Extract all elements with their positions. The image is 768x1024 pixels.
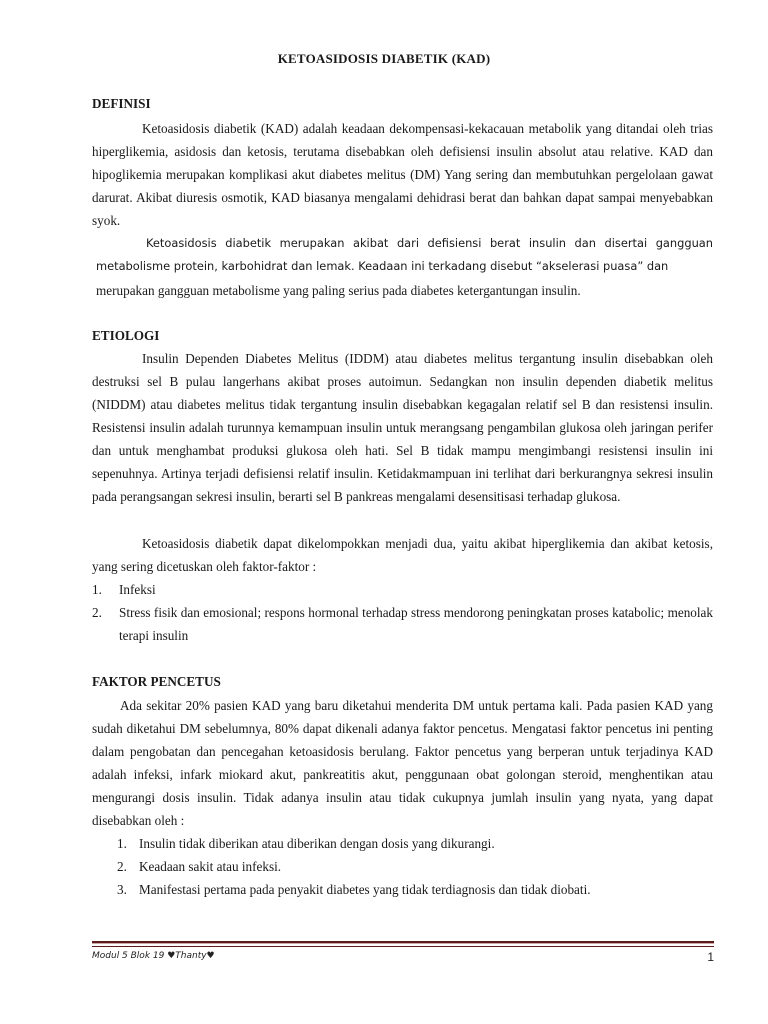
faktor-pencetus-paragraph-1: Ada sekitar 20% pasien KAD yang baru diketahui menderita DM untuk pertama kali. Pada pasien KAD yang sudah diketahui DM sebelumnya, 80% dapat dikenali adanya faktor pencetus. Mengatasi faktor pencetus ini penting dalam pengobatan dan pencegahan ketoasidosis berulang. Faktor pencetus yang berperan untuk terjadinya KAD adalah infeksi, infark miokard akut, pankreatitis akut, penggunaan obat golongan steroid, menghentikan atau mengurangi dosis insulin. Tidak adanya insulin atau tidak cukupnya jumlah insulin yang nyata, yang dapat disebabkan oleh : — [92, 698, 713, 828]
list-item — [117, 878, 713, 901]
heading-faktor-pencetus: FAKTOR PENCETUS — [92, 674, 221, 689]
list-item-number: 1. — [117, 836, 127, 851]
list-item-text: Keadaan sakit atau infeksi. — [139, 859, 282, 874]
definisi-paragraph-1: Ketoasidosis diabetik (KAD) adalah keadaan dekompensasi-kekacauan metabolik yang ditandai oleh trias hiperglikemia, asidosis dan ketosis, terutama disebabkan oleh defisiensi insulin absolut atau relative. KAD dan hipoglikemia merupakan komplikasi akut diabetes melitus (DM) Yang sering dan membutuhkan pergelolaan gawat darurat. Akibat diuresis osmotik, KAD biasanya mengalami dehidrasi berat dan bahkan dapat sampai menyebabkan syok. — [92, 121, 713, 228]
list-item — [92, 578, 713, 601]
list-item-text: Manifestasi pertama pada penyakit diabetes yang tidak terdiagnosis dan tidak diobati. — [139, 882, 591, 897]
page-number: 1 — [707, 950, 714, 964]
footer-module-label: Modul 5 Blok 19 ♥Thanty♥ — [92, 951, 215, 961]
list-item — [117, 855, 713, 878]
heading-definisi: DEFINISI — [92, 96, 151, 111]
etiologi-paragraph-2: Ketoasidosis diabetik dapat dikelompokkan menjadi dua, yaitu akibat hiperglikemia dan akibat ketosis, yang sering dicetuskan oleh faktor-faktor : — [92, 536, 713, 574]
list-item — [92, 601, 713, 647]
list-item-number: 1. — [92, 582, 102, 597]
document-title: KETOASIDOSIS DIABETIK (KAD) — [277, 51, 491, 66]
list-item-text: Stress fisik dan emosional; respons hormonal terhadap stress mendorong peningkatan proses katabolic; menolak terapi insulin — [119, 605, 713, 643]
etiologi-list — [92, 578, 713, 647]
heading-etiologi: ETIOLOGI — [92, 328, 160, 343]
definisi-paragraph-2-end: merupakan gangguan metabolisme yang paling serius pada diabetes ketergantungan insulin. — [96, 283, 581, 298]
definisi-paragraph-2-text: Ketoasidosis diabetik merupakan akibat dari defisiensi berat insulin dan disertai gangguan metabolisme protein, karbohidrat dan lemak. Keadaan ini terkadang disebut “akselerasi puasa” dan — [96, 236, 713, 273]
list-item-number: 2. — [92, 605, 102, 620]
footer-rule — [92, 941, 714, 944]
footer-rule-thin — [92, 946, 714, 947]
definisi-paragraph-2 — [96, 232, 713, 278]
faktor-pencetus-list — [117, 832, 713, 901]
list-item-number: 2. — [117, 859, 127, 874]
etiologi-paragraph-1: Insulin Dependen Diabetes Melitus (IDDM) atau diabetes melitus tergantung insulin disebabkan oleh destruksi sel B pulau langerhans akibat proses autoimun. Sedangkan non insulin dependen diabetik melitus (NIDDM) atau diabetes melitus tidak tergantung insulin disebabkan kegagalan relatif sel B dan resistensi insulin. Resistensi insulin adalah turunnya kemampuan insulin untuk merangsang pengambilan glukosa oleh jaringan perifer dan untuk menghambat produksi glukosa oleh hati. Sel B tidak mampu mengimbangi resistensi insulin ini sepenuhnya. Artinya terjadi defisiensi relatif insulin. Ketidakmampuan ini terlihat dari berkurangnya sekresi insulin pada perangsangan sekresi insulin, berarti sel B pankreas mengalami desensitisasi terhadap glukosa. — [92, 351, 713, 504]
list-item — [117, 832, 713, 855]
list-item-text: Insulin tidak diberikan atau diberikan dengan dosis yang dikurangi. — [139, 836, 495, 851]
list-item-text: Infeksi — [119, 582, 156, 597]
list-item-number: 3. — [117, 882, 127, 897]
